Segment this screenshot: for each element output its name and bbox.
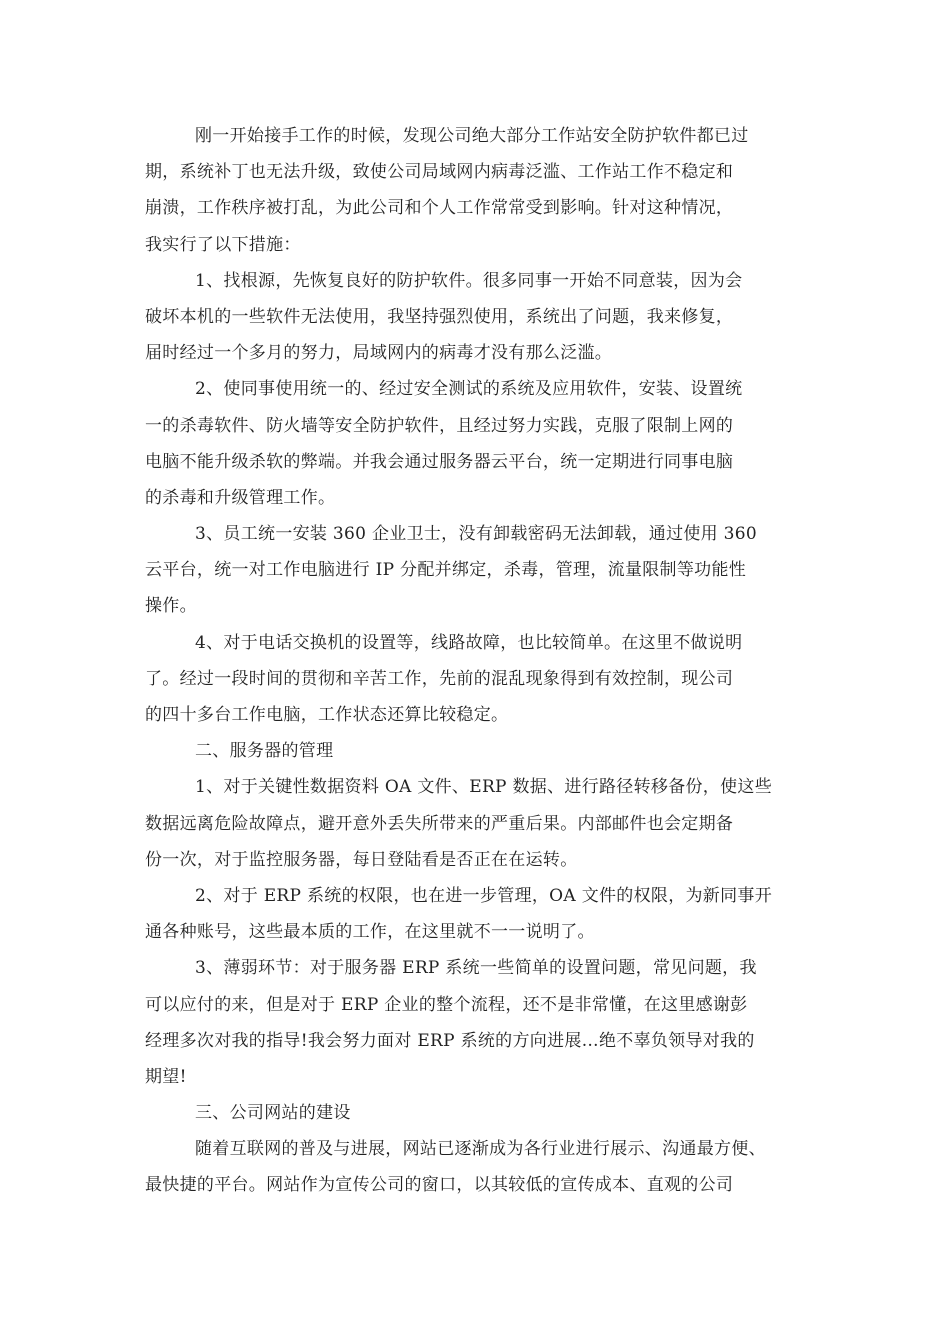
text-line: 通各种账号，这些最本质的工作，在这里就不一一说明了。 bbox=[145, 922, 595, 943]
text-line: 1、对于关键性数据资料 OA 文件、ERP 数据、进行路径转移备份，使这些 bbox=[195, 777, 772, 798]
body-text bbox=[145, 118, 825, 1204]
text-line: 4、对于电话交换机的设置等，线路故障，也比较简单。在这里不做说明 bbox=[195, 632, 743, 653]
text-line: 刚一开始接手工作的时候，发现公司绝大部分工作站安全防护软件都已过 bbox=[195, 126, 749, 146]
text-line: 1、找根源，先恢复良好的防护软件。很多同事一开始不同意装，因为会 bbox=[195, 270, 743, 291]
text-line: 最快捷的平台。网站作为宣传公司的窗口，以其较低的宣传成本、直观的公司 bbox=[145, 1175, 734, 1196]
text-line: 的四十多台工作电脑，工作状态还算比较稳定。 bbox=[145, 705, 509, 725]
text-line: 期望! bbox=[145, 1066, 187, 1087]
text-line: 份一次，对于监控服务器，每日登陆看是否正在在运转。 bbox=[145, 849, 578, 870]
text-line: 3、薄弱环节：对于服务器 ERP 系统一些简单的设置问题，常见问题，我 bbox=[195, 958, 757, 979]
text-line: 2、使同事使用统一的、经过安全测试的系统及应用软件，安装、设置统 bbox=[195, 379, 743, 400]
text-line: 2、对于 ERP 系统的权限，也在进一步管理，OA 文件的权限，为新同事开 bbox=[195, 885, 772, 906]
text-line: 可以应付的来，但是对于 ERP 企业的整个流程，还不是非常懂，在这里感谢彭 bbox=[145, 994, 748, 1015]
text-line: 的杀毒和升级管理工作。 bbox=[145, 487, 336, 508]
text-line: 了。经过一段时间的贯彻和辛苦工作，先前的混乱现象得到有效控制，现公司 bbox=[145, 668, 734, 689]
text-line: 经理多次对我的指导!我会努力面对 ERP 系统的方向进展…绝不辜负领导对我的 bbox=[145, 1030, 755, 1051]
text-line: 三、公司网站的建设 bbox=[195, 1103, 351, 1124]
text-line: 云平台，统一对工作电脑进行 IP 分配并绑定，杀毒，管理，流量限制等功能性 bbox=[145, 560, 747, 581]
text-line: 一的杀毒软件、防火墙等安全防护软件，且经过努力实践，克服了限制上网的 bbox=[145, 415, 734, 436]
text-line: 随着互联网的普及与进展，网站已逐渐成为各行业进行展示、沟通最方便、 bbox=[195, 1139, 766, 1160]
text-line: 操作。 bbox=[145, 596, 197, 617]
text-line: 我实行了以下措施： bbox=[145, 234, 301, 255]
text-line: 3、员工统一安装 360 企业卫士，没有卸载密码无法卸载，通过使用 360 bbox=[195, 524, 758, 545]
text-line: 二、服务器的管理 bbox=[195, 741, 334, 762]
text-line: 届时经过一个多月的努力，局域网内的病毒才没有那么泛滥。 bbox=[145, 343, 613, 364]
text-line: 崩溃，工作秩序被打乱，为此公司和个人工作常常受到影响。针对这种情况， bbox=[145, 198, 734, 219]
text-line: 破坏本机的一些软件无法使用，我坚持强烈使用，系统出了问题，我来修复， bbox=[145, 306, 734, 327]
text-line: 电脑不能升级杀软的弊端。并我会通过服务器云平台，统一定期进行同事电脑 bbox=[145, 451, 734, 472]
text-line: 数据远离危险故障点，避开意外丢失所带来的严重后果。内部邮件也会定期备 bbox=[145, 813, 734, 834]
text-line: 期，系统补丁也无法升级，致使公司局域网内病毒泛滥、工作站工作不稳定和 bbox=[145, 162, 734, 183]
